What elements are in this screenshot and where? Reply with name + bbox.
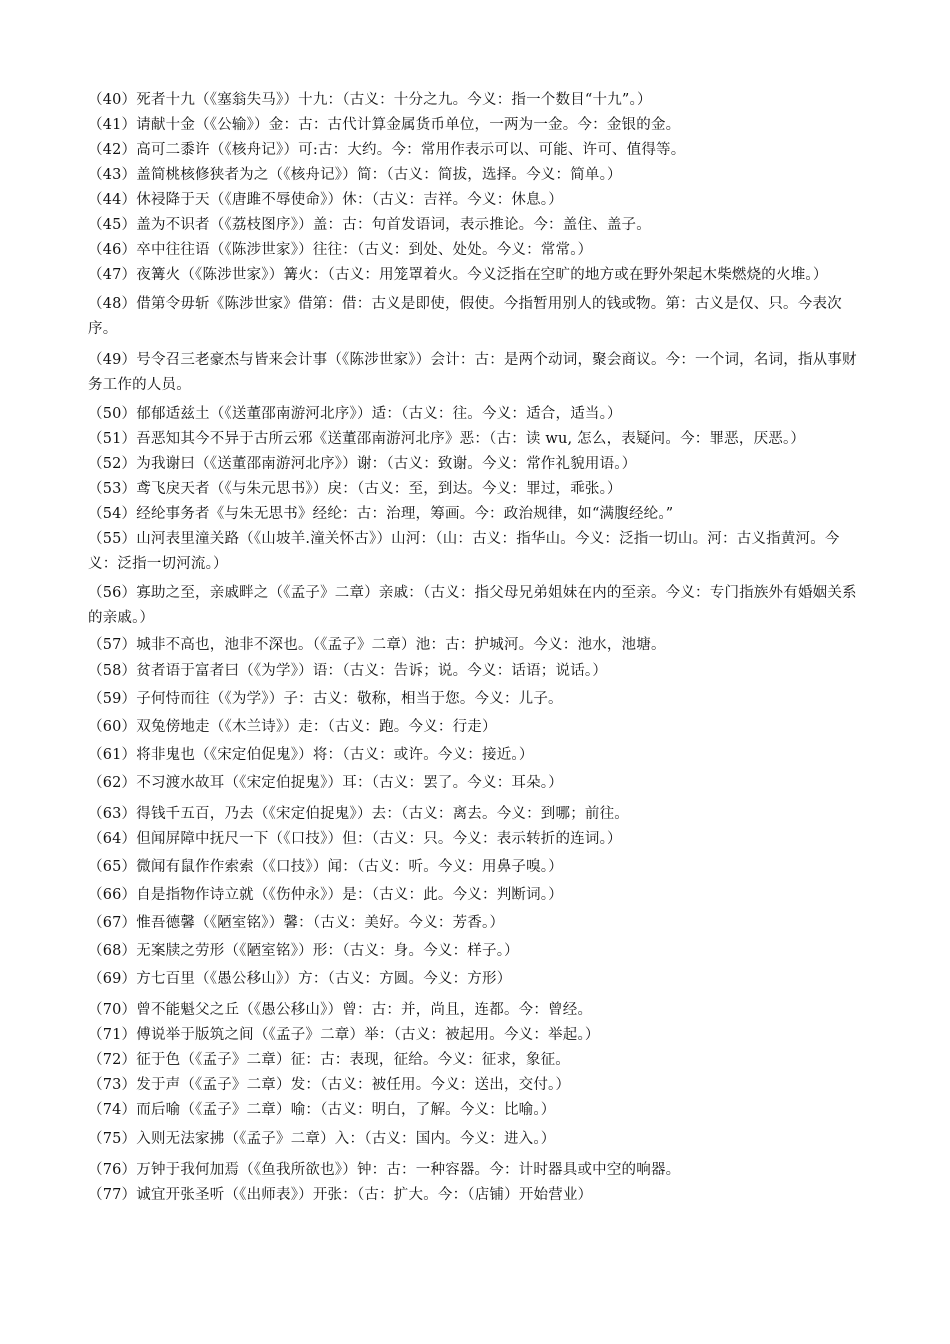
entry-75: （75）入则无法家拂（《孟子》二章）入：（古义：国内。今义：进入。） <box>88 1131 556 1147</box>
entry-65: （65）微闻有鼠作作索索（《口技》）闻：（古义：听。今义：用鼻子嗅。） <box>88 859 563 875</box>
entry-48: （48）借第令毋斩《陈涉世家》借第：借：古义是即使，假使。今指暂用别人的钱或物。第：古义是仅、只。今表次序。 <box>88 296 842 337</box>
entry-69: （69）方七百里（《愚公移山》）方：（古义：方圆。今义：方形） <box>88 971 512 987</box>
entry-56: （56）寡助之至，亲戚畔之（《孟子》二章）亲戚：（古义：指父母兄弟姐妹在内的至亲。今义：专门指族外有婚姻关系的亲戚。） <box>88 585 857 626</box>
entry-54: （54）经纶事务者《与朱无思书》经纶：古：治理，筹画。今：政治规律，如“满腹经纶。” <box>88 506 674 522</box>
entry-59: （59）子何恃而往（《为学》）子：古义：敬称，相当于您。今义：儿子。 <box>88 691 563 707</box>
entry-45: （45）盖为不识者（《荔枝图序》）盖：古：句首发语词，表示推论。今：盖住、盖子。 <box>88 217 651 233</box>
entry-41: （41）请献十金（《公输》）金：古：古代计算金属货币单位，一两为一金。今：金银的金。 <box>88 117 681 133</box>
entry-46: （46）卒中往往语（《陈涉世家》）往往：（古义：到处、处处。今义：常常。） <box>88 242 593 258</box>
document-page <box>88 88 868 1208</box>
entry-42: （42）高可二黍许（《核舟记》）可:古：大约。今：常用作表示可以、可能、许可、值得等。 <box>88 142 686 158</box>
entry-57: （57）城非不高也，池非不深也。（《孟子》二章）池：古：护城河。今义：池水，池塘。 <box>88 637 666 653</box>
entry-55: （55）山河表里潼关路（《山坡羊.潼关怀古》）山河：（山：古义：指华山。今义：泛指一切山。河：古义指黄河。今义：泛指一切河流。） <box>88 531 840 572</box>
entry-58: （58）贫者语于富者曰（《为学》）语：（古义：告诉；说。今义：话语；说话。） <box>88 663 608 679</box>
entry-74: （74）而后喻（《孟子》二章）喻：（古义：明白，了解。今义：比喻。） <box>88 1102 556 1118</box>
entry-40: （40）死者十九（《塞翁失马》）十九：（古义：十分之九。今义：指一个数目“十九”。） <box>88 92 652 108</box>
entry-60: （60）双兔傍地走（《木兰诗》）走：（古义：跑。今义：行走） <box>88 719 497 735</box>
entry-47: （47）夜篝火（《陈涉世家》）篝火：（古义：用笼罩着火。今义泛指在空旷的地方或在野外架起木柴燃烧的火堆。） <box>88 267 828 283</box>
entry-67: （67）惟吾德馨（《陋室铭》）馨：（古义：美好。今义：芳香。） <box>88 915 505 931</box>
entry-76: （76）万钟于我何加焉（《鱼我所欲也》）钟：古：一种容器。今：计时器具或中空的响器。 <box>88 1162 681 1178</box>
entry-68: （68）无案牍之劳形（《陋室铭》）形：（古义：身。今义：样子。） <box>88 943 519 959</box>
entry-61: （61）将非鬼也（《宋定伯促鬼》）将：（古义：或许。今义：接近。） <box>88 747 534 763</box>
entry-70: （70）曾不能魁父之丘（《愚公移山》）曾：古：并，尚且，连都。今：曾经。 <box>88 1002 593 1018</box>
entry-71: （71）傅说举于版筑之间（《孟子》二章）举：（古义：被起用。今义：举起。） <box>88 1027 600 1043</box>
entry-73: （73）发于声（《孟子》二章）发：（古义：被任用。今义：送出，交付。） <box>88 1077 571 1093</box>
entry-44: （44）休祲降于天（《唐雎不辱使命》）休：（古义：吉祥。今义：休息。） <box>88 192 563 208</box>
entry-63: （63）得钱千五百，乃去（《宋定伯捉鬼》）去：（古义：离去。今义：到哪；前往。 <box>88 806 629 822</box>
entry-53: （53）鸢飞戾天者（《与朱元思书》）戾：（古义：至，到达。今义：罪过，乖张。） <box>88 481 622 497</box>
entry-52: （52）为我谢曰（《送董邵南游河北序》）谢：（古义：致谢。今义：常作礼貌用语。） <box>88 456 637 472</box>
entry-77: （77）诚宜开张圣听（《出师表》）开张：（古：扩大。今：（店铺）开始营业） <box>88 1187 593 1203</box>
entry-51: （51）吾恶知其今不异于古所云邪《送董邵南游河北序》恶：（古：读 wu, 怎么，表疑问。今：罪恶，厌恶。） <box>88 431 806 447</box>
entry-50: （50）郁郁适兹土（《送董邵南游河北序》）适：（古义：往。今义：适合，适当。） <box>88 406 622 422</box>
entry-43: （43）盖简桃核修狭者为之（《核舟记》）简：（古义：简拔，选择。今义：简单。） <box>88 167 622 183</box>
entry-66: （66）自是指物作诗立就（《伤仲永》）是：（古义：此。今义：判断词。） <box>88 887 563 903</box>
entry-49: （49）号令召三老豪杰与皆来会计事（《陈涉世家》）会计：古：是两个动词，聚会商议。今：一个词，名词，指从事财务工作的人员。 <box>88 352 857 393</box>
entry-64: （64）但闻屏障中抚尺一下（《口技》）但：（古义：只。今义：表示转折的连词。） <box>88 831 622 847</box>
entry-72: （72）征于色（《孟子》二章）征：古：表现，征给。今义：征求，象征。 <box>88 1052 570 1068</box>
entry-62: （62）不习渡水故耳（《宋定伯捉鬼》）耳：（古义：罢了。今义：耳朵。） <box>88 775 563 791</box>
